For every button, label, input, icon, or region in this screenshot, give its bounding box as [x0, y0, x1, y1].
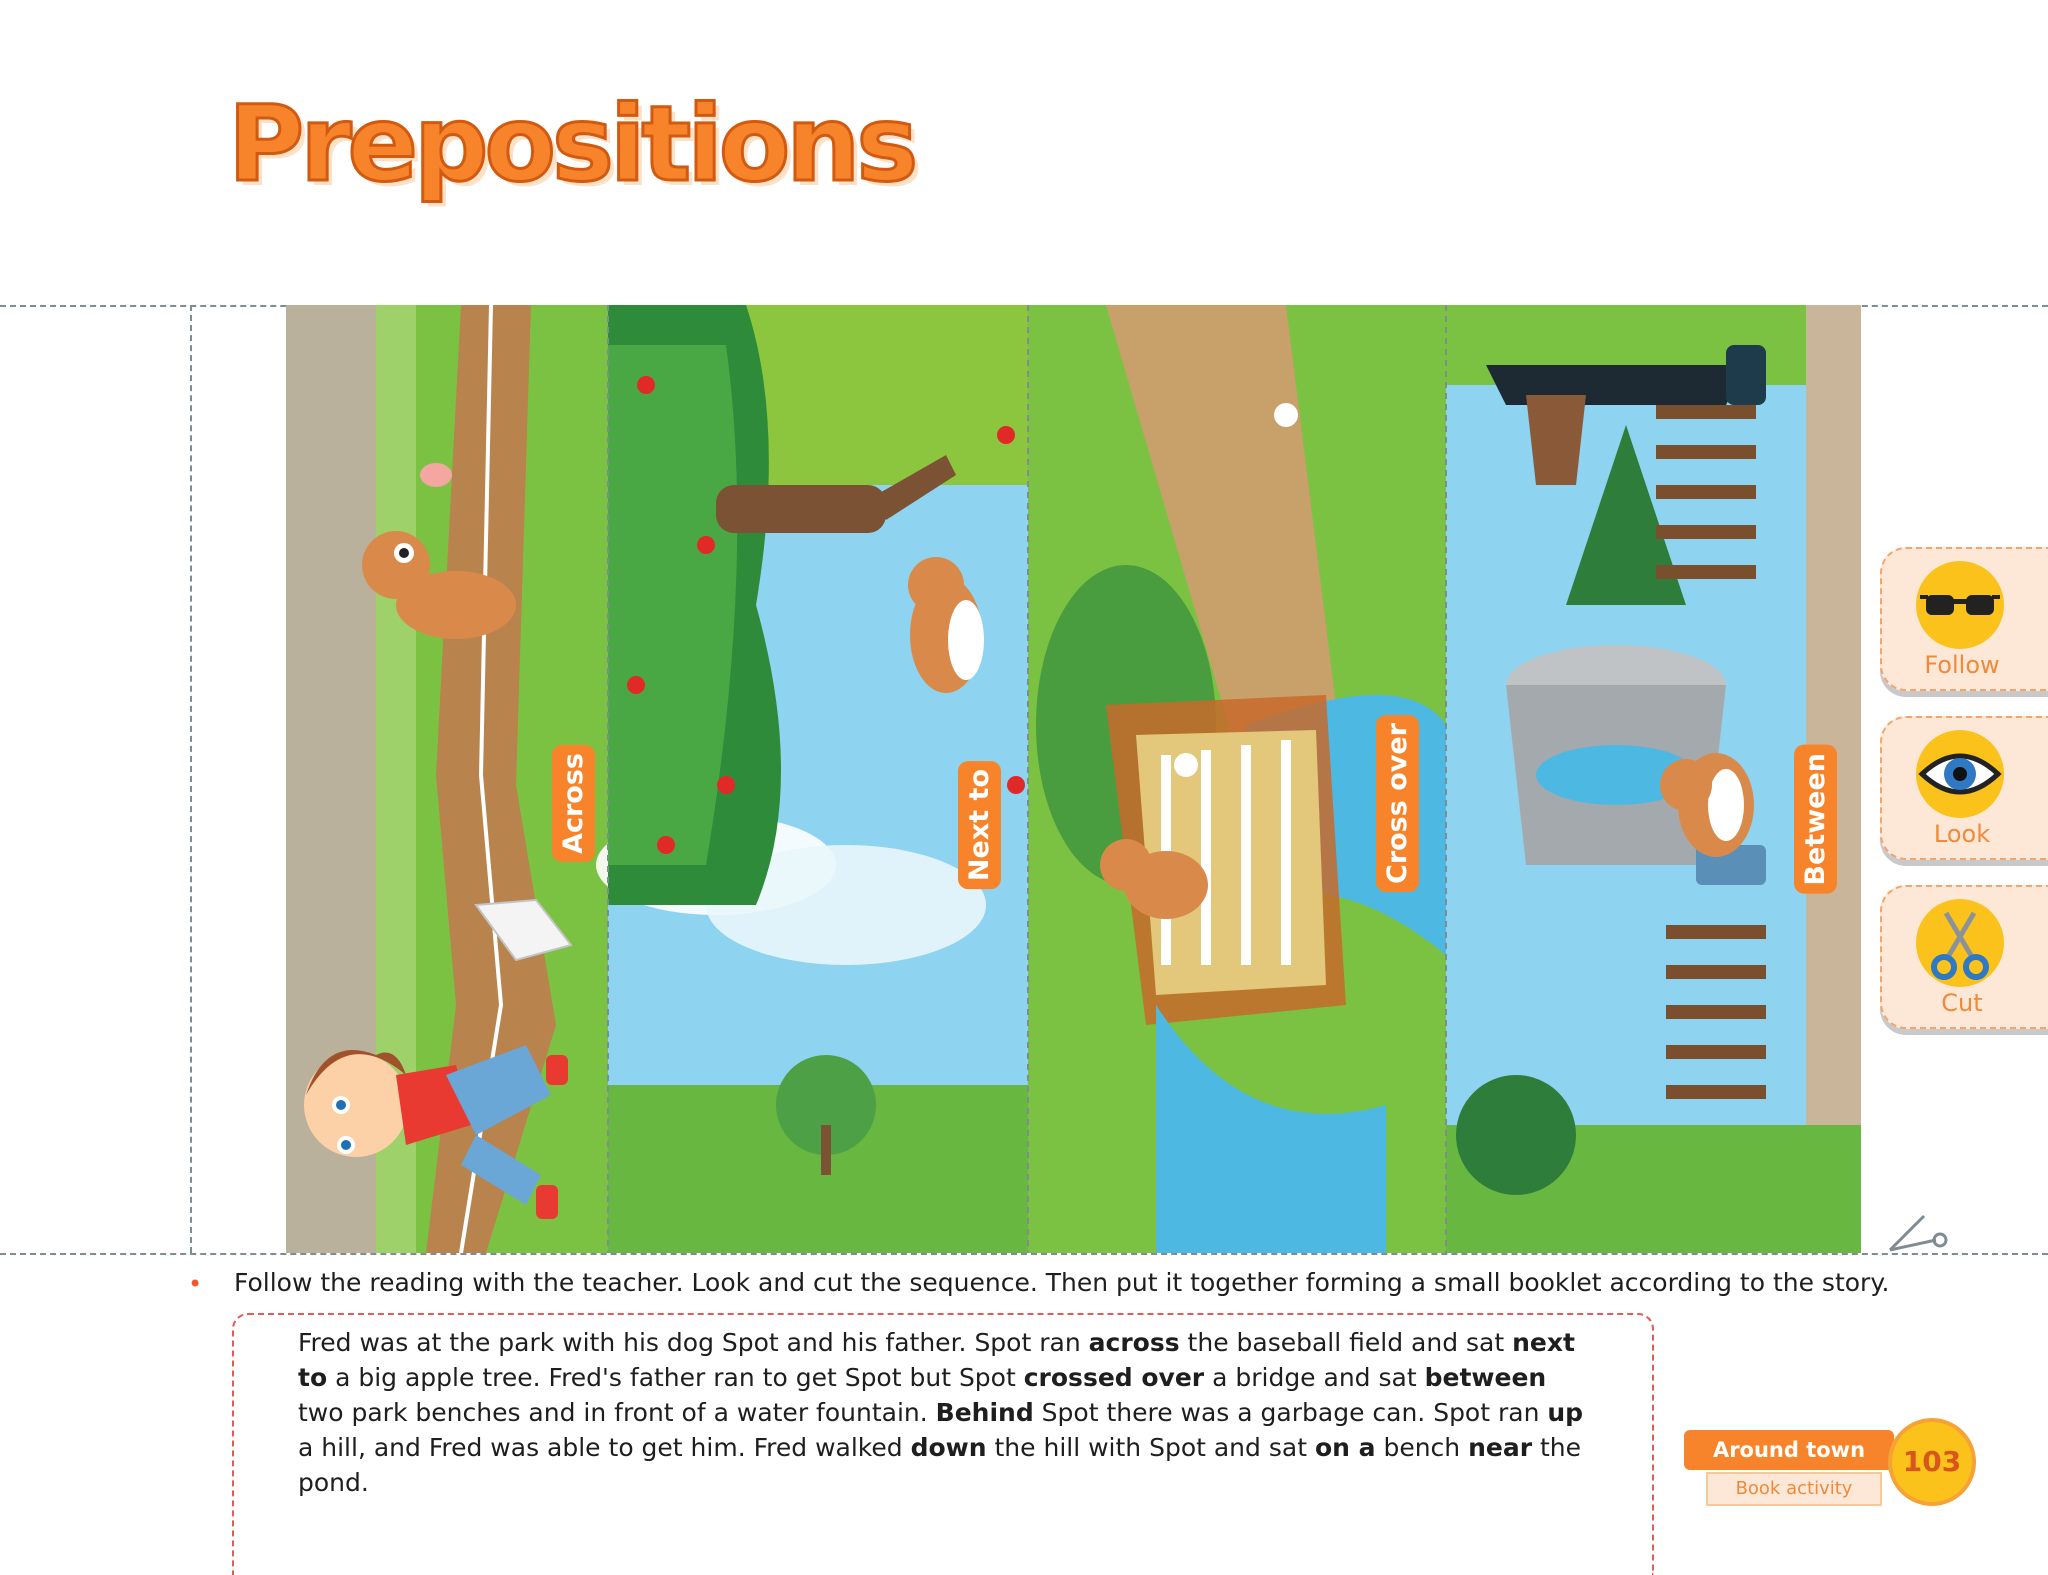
- glasses-icon: [1916, 561, 2004, 649]
- story-preposition: near: [1468, 1433, 1533, 1462]
- cut-here-scissors-icon: [1884, 1210, 1948, 1254]
- footer-badge: [1682, 1418, 1982, 1518]
- eye-icon: [1916, 730, 2004, 818]
- panel-label-across: Across: [552, 745, 595, 862]
- panel-label-between: Between: [1794, 745, 1837, 894]
- story-segment: the baseball field and sat: [1179, 1328, 1513, 1357]
- instruction-bullet: •: [188, 1270, 203, 1298]
- story-segment: Spot there was a garbage can. Spot ran: [1033, 1398, 1548, 1427]
- story-preposition: on a: [1314, 1433, 1376, 1462]
- side-tab-follow[interactable]: [1880, 547, 2048, 691]
- story-segment: a bridge and sat: [1204, 1363, 1425, 1392]
- story-segment: two park benches and in front of a water fountain.: [298, 1398, 936, 1427]
- story-segment: Fred was at the park with his dog Spot and his father. Spot ran: [298, 1328, 1089, 1357]
- side-tab-cut-label: Cut: [1941, 989, 1983, 1017]
- story-preposition: up: [1547, 1398, 1584, 1427]
- story-segment: the pond.: [298, 1433, 1582, 1497]
- story-text: [298, 1325, 1598, 1500]
- page-title: Prepositions: [228, 83, 915, 205]
- section-label: Book activity: [1706, 1472, 1882, 1506]
- side-tab-look[interactable]: [1880, 716, 2048, 860]
- story-preposition: Behind: [935, 1398, 1034, 1427]
- story-preposition: across: [1088, 1328, 1180, 1357]
- cut-line-left: [190, 305, 192, 1253]
- side-tab-follow-label: Follow: [1924, 651, 2000, 679]
- page-number: 103: [1888, 1418, 1976, 1506]
- instruction-text: Follow the reading with the teacher. Look and cut the sequence. Then put it together forming a small booklet according to the story.: [234, 1268, 1890, 1297]
- panel-label-cross-over: Cross over: [1376, 715, 1419, 892]
- scissors-icon: [1916, 899, 2004, 987]
- booklet-strip: [286, 305, 1861, 1253]
- story-preposition: crossed over: [1023, 1363, 1205, 1392]
- story-preposition: down: [910, 1433, 987, 1462]
- unit-title: Around town: [1684, 1430, 1894, 1470]
- side-tab-look-label: Look: [1933, 820, 1991, 848]
- story-segment: bench: [1375, 1433, 1469, 1462]
- story-segment: the hill with Spot and sat: [986, 1433, 1315, 1462]
- cut-line-bottom: [0, 1253, 2048, 1255]
- side-tab-cut[interactable]: [1880, 885, 2048, 1029]
- panel-label-next-to: Next to: [958, 761, 1001, 889]
- story-segment: a big apple tree. Fred's father ran to get Spot but Spot: [327, 1363, 1024, 1392]
- story-segment: a hill, and Fred was able to get him. Fred walked: [298, 1433, 911, 1462]
- story-preposition: next to: [298, 1328, 1575, 1392]
- story-preposition: between: [1424, 1363, 1547, 1392]
